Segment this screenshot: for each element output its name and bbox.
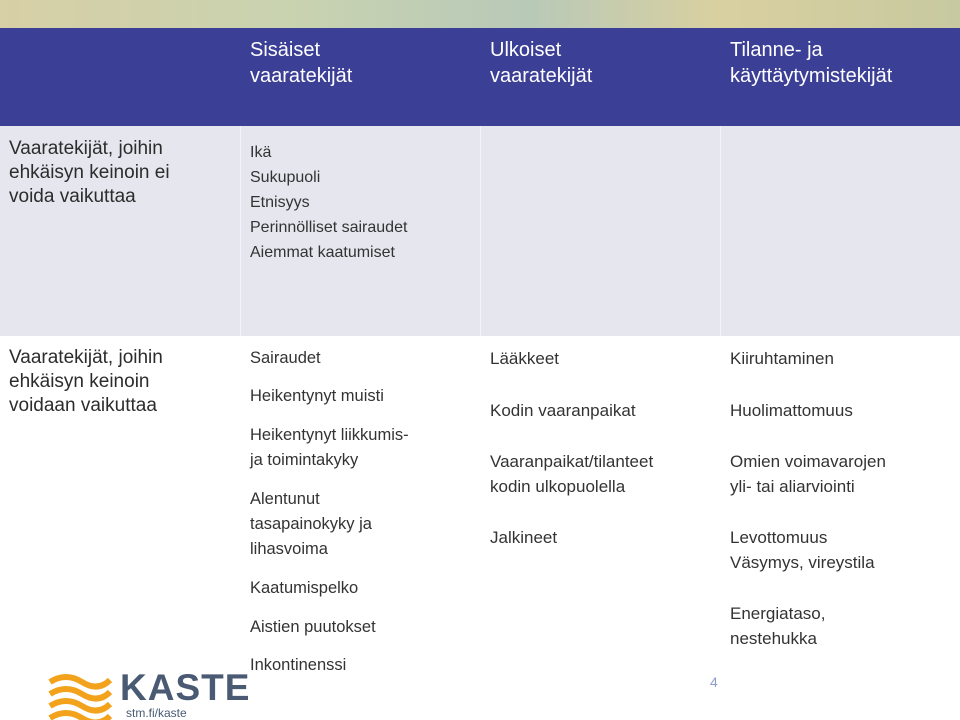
list-item: Inkontinenssi bbox=[250, 656, 347, 674]
list-item: Ikä bbox=[250, 144, 272, 161]
column-divider bbox=[480, 126, 481, 337]
list-item: Kiiruhtaminen bbox=[730, 349, 834, 368]
list-item: Alentunut tasapainokyky ja lihasvoima bbox=[250, 490, 372, 558]
row-label-modifiable: Vaaratekijät, joihin ehkäisyn keinoin voidaan vaikuttaa bbox=[9, 347, 163, 416]
column-divider bbox=[720, 126, 721, 337]
kaste-waves-icon bbox=[48, 668, 112, 720]
list-item: Levottomuus Väsymys, vireystila bbox=[730, 528, 875, 572]
list-item: Aiemmat kaatumiset bbox=[250, 244, 395, 261]
column-divider bbox=[240, 126, 241, 337]
list-item: Aistien puutokset bbox=[250, 618, 376, 636]
list-item: Heikentynyt muisti bbox=[250, 387, 384, 405]
list-item: Etnisyys bbox=[250, 194, 310, 211]
list-item: Kaatumispelko bbox=[250, 579, 359, 597]
row-label-unmodifiable: Vaaratekijät, joihin ehkäisyn keinoin ei voida vaikuttaa bbox=[9, 138, 170, 207]
header-external-factors: Ulkoiset vaaratekijät bbox=[490, 39, 593, 87]
logo-url: stm.fi/kaste bbox=[126, 706, 187, 720]
list-item: Heikentynyt liikkumis- ja toimintakyky bbox=[250, 426, 409, 469]
header-situational-factors: Tilanne- ja käyttäytymistekijät bbox=[730, 39, 893, 87]
list-item: Lääkkeet bbox=[490, 349, 559, 368]
header-internal-factors: Sisäiset vaaratekijät bbox=[250, 39, 353, 87]
page-number: 4 bbox=[710, 674, 718, 690]
list-item: Omien voimavarojen yli- tai aliarviointi bbox=[730, 452, 886, 496]
kaste-logo bbox=[48, 667, 251, 720]
list-item: Perinnölliset sairaudet bbox=[250, 219, 408, 236]
list-item: Energiataso, nestehukka bbox=[730, 604, 826, 648]
list-item: Vaaranpaikat/tilanteet kodin ulkopuolella bbox=[490, 452, 654, 496]
background-strip bbox=[0, 0, 960, 28]
list-item: Sukupuoli bbox=[250, 169, 321, 186]
list-item: Kodin vaaranpaikat bbox=[490, 401, 636, 420]
list-item: Sairaudet bbox=[250, 349, 321, 367]
list-item: Jalkineet bbox=[490, 528, 558, 547]
internal-factors-unmodifiable-list bbox=[250, 140, 407, 265]
list-item: Huolimattomuus bbox=[730, 401, 853, 420]
logo-wordmark: KASTE bbox=[120, 667, 251, 708]
